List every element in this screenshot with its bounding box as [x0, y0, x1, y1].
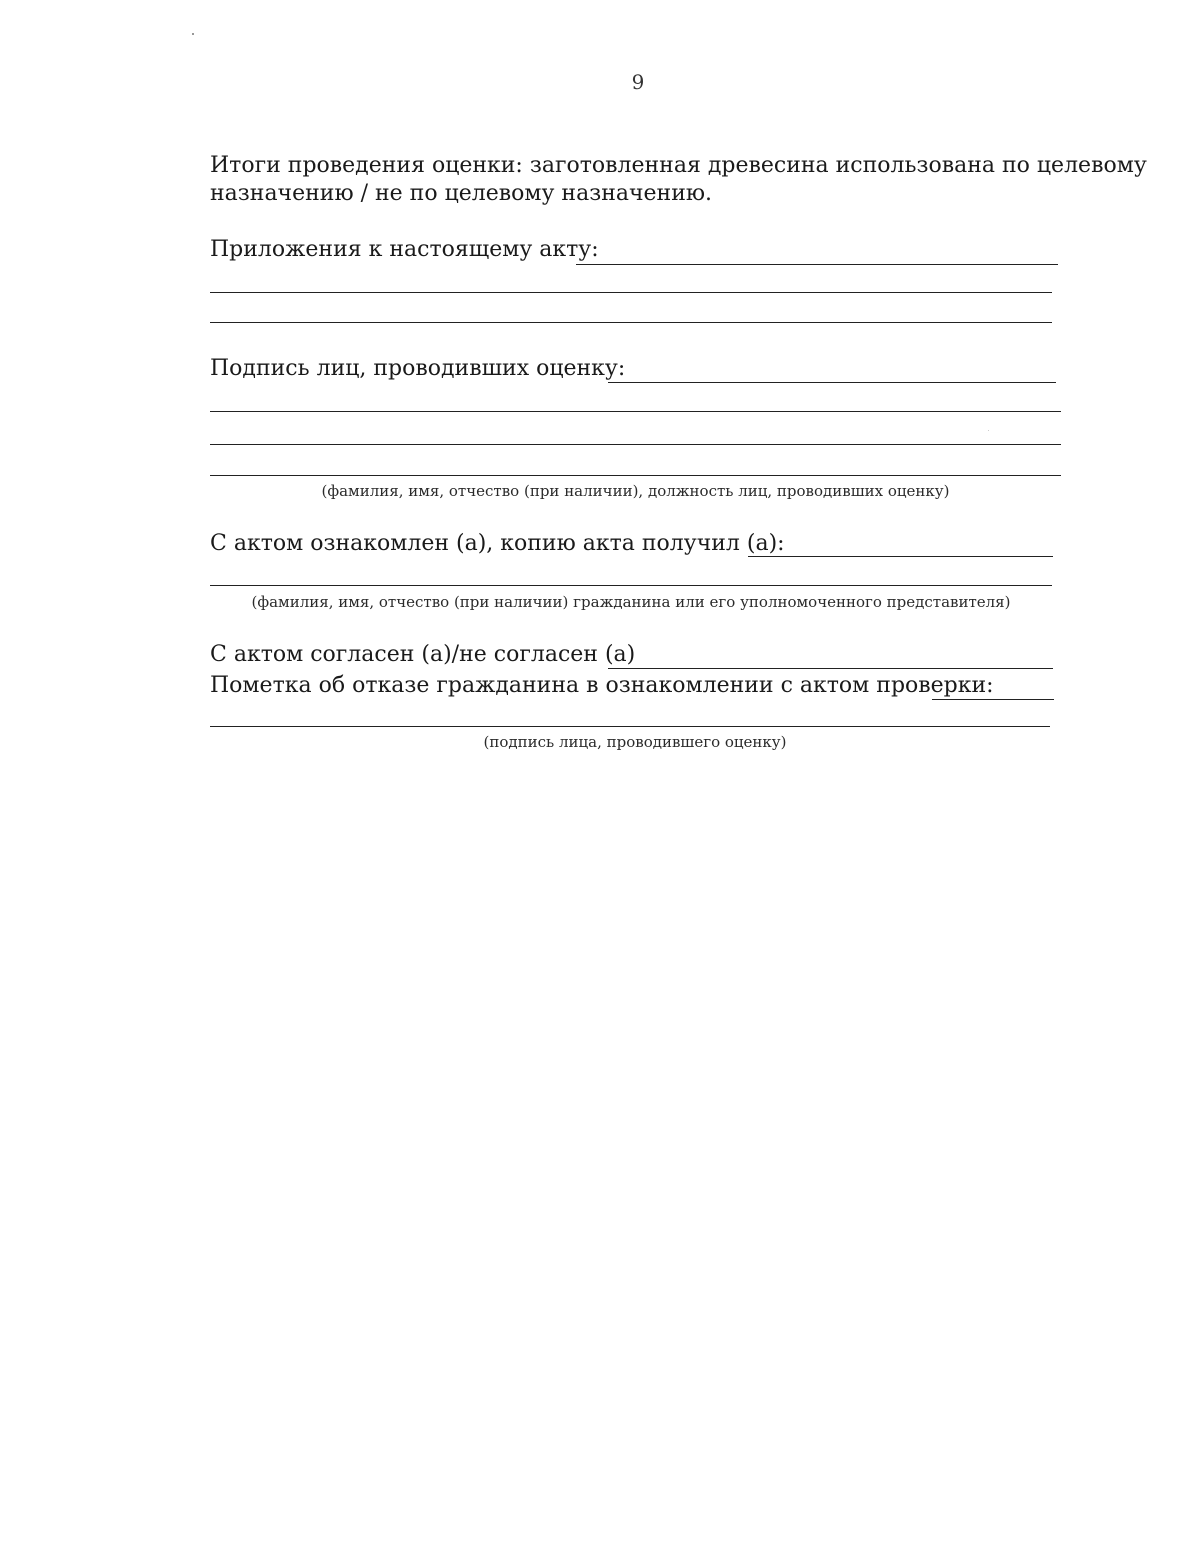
- acquainted-field-line[interactable]: [748, 556, 1053, 557]
- attachments-field-line[interactable]: [210, 292, 1052, 293]
- refusal-field-line[interactable]: [210, 726, 1050, 727]
- agreement-label: С актом согласен (а)/не согласен (а): [210, 642, 636, 667]
- refusal-caption: (подпись лица, проводившего оценку): [483, 733, 787, 751]
- signatures-label: Подпись лиц, проводивших оценку:: [210, 356, 626, 381]
- acquainted-field-line[interactable]: [210, 585, 1052, 586]
- page-number: 9: [631, 70, 645, 94]
- signature-field-line[interactable]: [608, 382, 1056, 383]
- refusal-field-line[interactable]: [932, 699, 1054, 700]
- attachments-label: Приложения к настоящему акту:: [210, 237, 599, 262]
- acquainted-label: С актом ознакомлен (а), копию акта получил (а):: [210, 531, 785, 556]
- scan-speck: [192, 33, 194, 35]
- signature-field-line[interactable]: [210, 475, 1061, 476]
- scan-speck: [988, 430, 989, 431]
- signature-field-line[interactable]: [210, 411, 1061, 412]
- results-line-2: назначению / не по целевому назначению.: [210, 181, 713, 206]
- agreement-field-line[interactable]: [608, 668, 1053, 669]
- signature-field-line[interactable]: [210, 444, 1061, 445]
- signatures-caption: (фамилия, имя, отчество (при наличии), должность лиц, проводивших оценку): [321, 482, 950, 500]
- refusal-label: Пометка об отказе гражданина в ознакомлении с актом проверки:: [210, 673, 994, 698]
- attachments-field-line[interactable]: [210, 322, 1052, 323]
- acquainted-caption: (фамилия, имя, отчество (при наличии) гражданина или его уполномоченного представителя): [251, 593, 1011, 611]
- attachments-field-line[interactable]: [576, 264, 1058, 265]
- results-line-1: Итоги проведения оценки: заготовленная древесина использована по целевому: [210, 153, 1147, 178]
